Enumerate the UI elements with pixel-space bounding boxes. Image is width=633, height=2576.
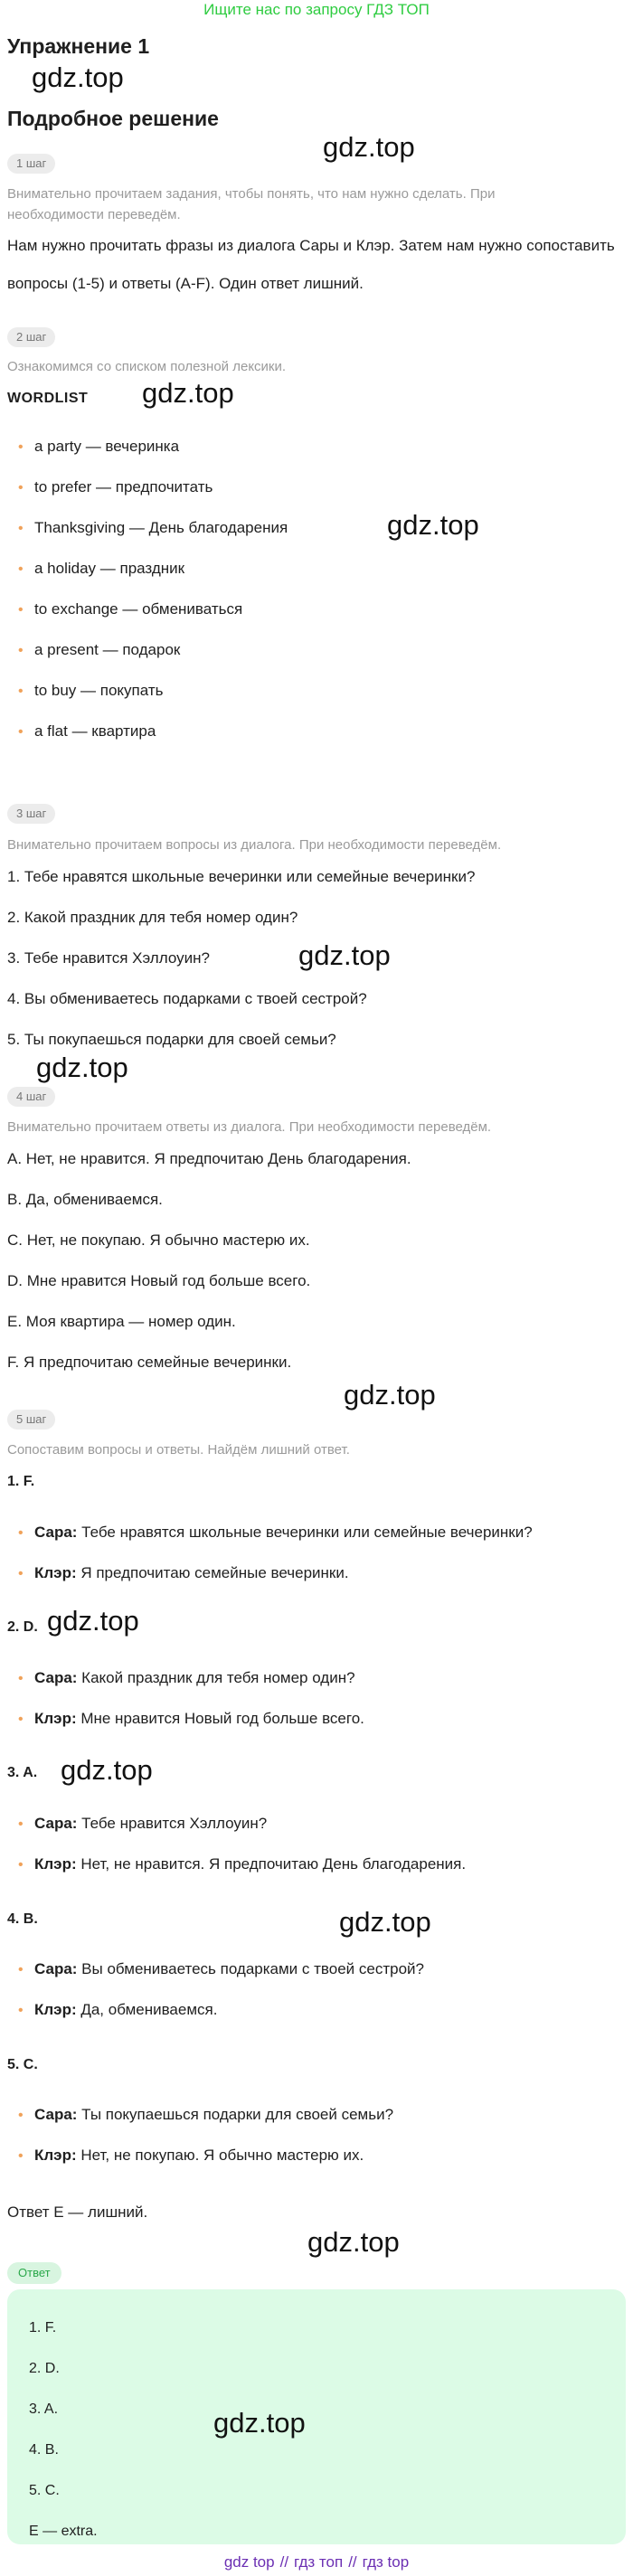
answer-option: E. Моя квартира — номер один. <box>7 1313 236 1330</box>
bullet-icon: • <box>18 561 24 577</box>
question-item: 5. Ты покупаешься подарки для своей семьи? <box>7 1031 336 1048</box>
bullet-icon: • <box>18 602 24 618</box>
step-2-note: Ознакомимся со списком полезной лексики. <box>7 359 287 374</box>
dialog-line-claire: • Клэр: Нет, не нравится. Я предпочитаю День благодарения. <box>18 1854 466 1875</box>
question-item: 1. Тебе нравятся школьные вечеринки или семейные вечеринки? <box>7 868 476 885</box>
dialog-line-sara: • Сара: Ты покупаешься подарки для своей семьи? <box>18 2105 393 2126</box>
watermark: gdz.top <box>339 1906 431 1938</box>
watermark: gdz.top <box>213 2407 306 2439</box>
watermark: gdz.top <box>307 2226 400 2258</box>
answer-box <box>7 2289 626 2544</box>
bullet-icon: • <box>18 1671 24 1686</box>
footer-separator: // <box>279 2553 289 2571</box>
dialog-line-claire: • Клэр: Мне нравится Новый год больше всего. <box>18 1709 364 1730</box>
answer-option: D. Мне нравится Новый год больше всего. <box>7 1272 311 1289</box>
answer-line: 3. A. <box>29 2401 59 2417</box>
bullet-icon: • <box>18 643 24 658</box>
bullet-icon: • <box>18 2148 24 2164</box>
bullet-icon: • <box>18 480 24 495</box>
answer-option: F. Я предпочитаю семейные вечеринки. <box>7 1354 292 1371</box>
footer-link[interactable]: gdz top <box>223 2553 275 2571</box>
dialog-line-sara: • Сара: Тебе нравятся школьные вечеринки или семейные вечеринки? <box>18 1523 533 1543</box>
pair-number: 2. D. <box>7 1619 38 1635</box>
question-item: 3. Тебе нравится Хэллоуин? <box>7 949 210 967</box>
step-1-note: Внимательно прочитаем задания, чтобы понять, что нам нужно сделать. При необходимости переведём. <box>7 186 496 222</box>
step-5-note: Сопоставим вопросы и ответы. Найдём лишний ответ. <box>7 1442 350 1458</box>
answer-line: 1. F. <box>29 2320 57 2335</box>
pair-number: 3. A. <box>7 1765 38 1780</box>
footer-link[interactable]: гдз top <box>362 2553 410 2571</box>
dialog-line-sara: • Сара: Какой праздник для тебя номер один? <box>18 1668 355 1689</box>
watermark: gdz.top <box>142 377 234 409</box>
bullet-icon: • <box>18 1816 24 1832</box>
step-badge-5: 5 шаг <box>7 1410 55 1430</box>
footer-links <box>0 2552 633 2573</box>
dialog-line-claire: • Клэр: Нет, не покупаю. Я обычно мастерю их. <box>18 2146 364 2166</box>
question-item: 4. Вы обмениваетесь подарками с твоей сестрой? <box>7 990 367 1007</box>
footer-separator: // <box>348 2553 357 2571</box>
pair-number: 5. C. <box>7 2057 38 2072</box>
wordlist-item: • a present — подарок <box>18 640 180 661</box>
dialog-line-sara: • Сара: Вы обмениваетесь подарками с твоей сестрой? <box>18 1959 424 1980</box>
wordlist-item: • a holiday — праздник <box>18 559 184 580</box>
watermark: gdz.top <box>36 1052 128 1083</box>
dialog-line-claire: • Клэр: Да, обмениваемся. <box>18 2000 217 2021</box>
bullet-icon: • <box>18 1857 24 1873</box>
answer-option: C. Нет, не покупаю. Я обычно мастерю их. <box>7 1231 310 1249</box>
dialog-line-claire: • Клэр: Я предпочитаю семейные вечеринки. <box>18 1563 349 1584</box>
wordlist-item: • to prefer — предпочитать <box>18 477 213 498</box>
watermark: gdz.top <box>32 61 124 93</box>
step-badge-3: 3 шаг <box>7 804 55 824</box>
answer-line: 4. B. <box>29 2442 59 2458</box>
pair-number: 1. F. <box>7 1474 35 1489</box>
exercise-title: Упражнение 1 <box>7 34 150 58</box>
answer-line: E — extra. <box>29 2524 98 2539</box>
answer-badge: Ответ <box>7 2262 61 2284</box>
step-1-text: Нам нужно прочитать фразы из диалога Сары и Клэр. Затем нам нужно сопоставить вопросы (1-5) и ответы (A-F). Один ответ лишний. <box>7 237 615 292</box>
watermark: gdz.top <box>61 1754 153 1786</box>
wordlist-item: • a flat — квартира <box>18 722 156 742</box>
question-item: 2. Какой праздник для тебя номер один? <box>7 909 298 926</box>
wordlist-item: • Thanksgiving — День благодарения <box>18 518 288 539</box>
watermark: gdz.top <box>387 509 479 541</box>
bullet-icon: • <box>18 684 24 699</box>
bullet-icon: • <box>18 439 24 455</box>
bullet-icon: • <box>18 1525 24 1541</box>
pair-number: 4. B. <box>7 1911 38 1927</box>
bullet-icon: • <box>18 521 24 536</box>
step-badge-2: 2 шаг <box>7 327 55 347</box>
extra-answer-note: Ответ E — лишний. <box>7 2203 148 2221</box>
wordlist-item: • to exchange — обмениваться <box>18 599 242 620</box>
top-banner: Ищите нас по запросу ГДЗ ТОП <box>203 1 430 18</box>
bullet-icon: • <box>18 2003 24 2018</box>
bullet-icon: • <box>18 1712 24 1727</box>
bullet-icon: • <box>18 1962 24 1977</box>
watermark: gdz.top <box>298 939 391 971</box>
footer-link[interactable]: гдз топ <box>294 2553 344 2571</box>
bullet-icon: • <box>18 1566 24 1581</box>
step-4-note: Внимательно прочитаем ответы из диалога. При необходимости переведём. <box>7 1119 492 1135</box>
answer-line: 2. D. <box>29 2361 60 2376</box>
wordlist-item: • to buy — покупать <box>18 681 163 702</box>
dialog-line-sara: • Сара: Тебе нравится Хэллоуин? <box>18 1814 267 1835</box>
watermark: gdz.top <box>344 1379 436 1411</box>
bullet-icon: • <box>18 724 24 740</box>
step-3-note: Внимательно прочитаем вопросы из диалога. При необходимости переведём. <box>7 837 502 853</box>
solution-title: Подробное решение <box>7 107 219 130</box>
wordlist-item: • a party — вечеринка <box>18 437 179 458</box>
watermark: gdz.top <box>323 131 415 163</box>
step-badge-4: 4 шаг <box>7 1087 55 1107</box>
wordlist-title: WORDLIST <box>7 391 89 406</box>
answer-option: A. Нет, не нравится. Я предпочитаю День благодарения. <box>7 1150 411 1167</box>
watermark: gdz.top <box>47 1605 139 1637</box>
answer-option: B. Да, обмениваемся. <box>7 1191 163 1208</box>
answer-line: 5. C. <box>29 2483 60 2498</box>
bullet-icon: • <box>18 2108 24 2123</box>
step-badge-1: 1 шаг <box>7 154 55 174</box>
